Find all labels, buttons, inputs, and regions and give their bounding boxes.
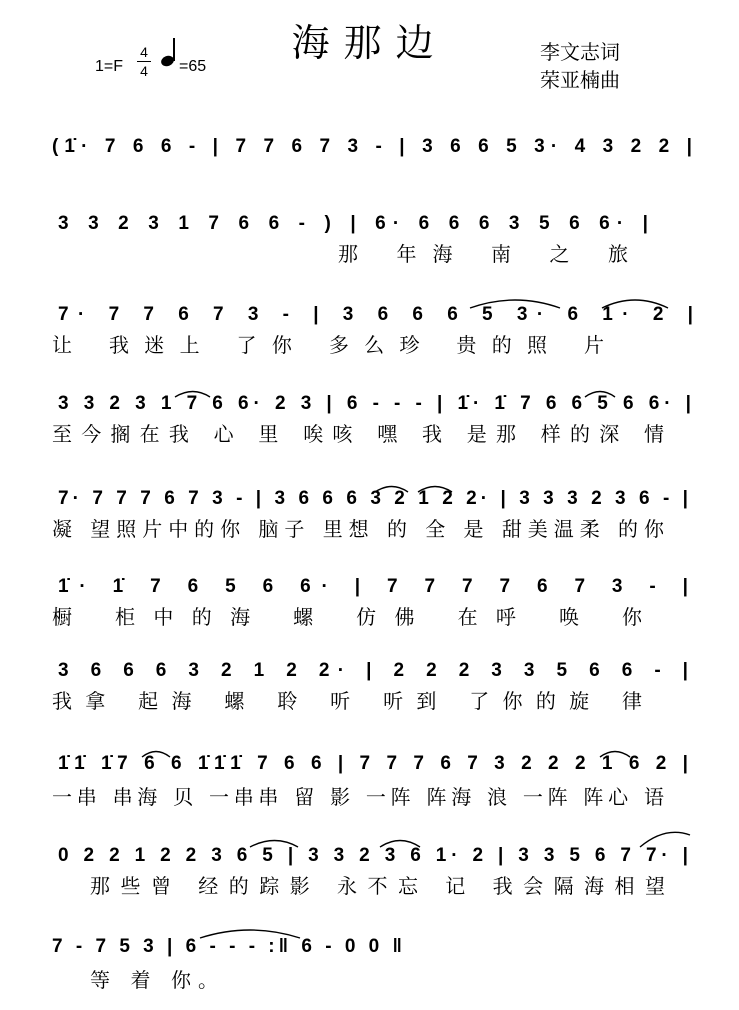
lyrics-row-10: 等 着 你。 bbox=[90, 968, 218, 992]
notation-row-2: 3 3 2 3 1 7 6 6 - ) | 6· 6 6 6 3 5 6 6· | bbox=[58, 213, 648, 234]
tempo-marking: =65 bbox=[179, 58, 207, 75]
lyrics-row-4: 至今搁在我 心 里 唉咳 嘿 我 是那 样的深 情 bbox=[52, 422, 665, 446]
lyrics-row-9: 那些曾 经的踪影 永不忘 记 我会隔海相望 bbox=[90, 874, 665, 898]
notation-row-7: 3 6 6 6 3 2 1 2 2· | 2 2 2 3 3 5 6 6 - | bbox=[58, 660, 688, 681]
notation-row-5: 7· 7 7 7 6 7 3 - | 3 6 6 6 3 2 1 2 2· | 3 3 3 2 3 6 - | bbox=[58, 488, 689, 509]
notation-row-4: 3 3 2 3 1 7 6 6· 2 3 | 6 - - - | 1̇· 1̇ 7 6 6 5 6 6· | bbox=[58, 393, 692, 414]
lyrics-row-7: 我拿 起海 螺 聆 听 听到 了你的旋 律 bbox=[52, 689, 642, 713]
notation-row-9: 0 2 2 1 2 2 3 6 5 | 3 3 2 3 6 1· 2 | 3 3 5 6 7 7· | bbox=[58, 845, 689, 866]
notation-row-8: 1̇1̇ 1̇7 6 6 1̇1̇1̇ 7 6 6 | 7 7 7 6 7 3 2 2 2 1 6 2 | bbox=[58, 753, 688, 774]
lyrics-row-2: 那 年海 南 之 旅 bbox=[338, 242, 628, 266]
time-signature-bottom: 4 bbox=[140, 63, 148, 79]
notation-row-3: 7· 7 7 6 7 3 - | 3 6 6 6 5 3· 6 1· 2 | bbox=[58, 304, 694, 325]
key-signature: 1=F bbox=[95, 58, 124, 75]
time-signature-top: 4 bbox=[140, 44, 148, 60]
lyricist-credit: 李文志词 bbox=[540, 40, 620, 64]
notation-row-10: 7 - 7 5 3 | 6 - - - :‖ 6 - 0 0 ‖ bbox=[52, 936, 403, 957]
lyrics-row-5: 凝 望照片中的你 脑子 里想 的 全 是 甜美温柔 的你 bbox=[52, 517, 664, 541]
lyrics-row-3: 让 我迷上 了你 多么珍 贵的照 片 bbox=[52, 333, 604, 357]
lyrics-row-8: 一串 串海 贝 一串串 留 影 一阵 阵海 浪 一阵 阵心 语 bbox=[52, 785, 664, 809]
notation-row-1: (1̇· 7 6 6 - | 7 7 6 7 3 - | 3 6 6 5 3· 4 3 2 2 | bbox=[52, 136, 692, 157]
lyrics-row-6: 橱 柜中的海 螺 仿佛 在呼 唤 你 bbox=[52, 605, 642, 629]
notation-row-6: 1̇· 1̇ 7 6 5 6 6· | 7 7 7 7 6 7 3 - | bbox=[58, 576, 689, 597]
song-title: 海那边 bbox=[291, 21, 448, 65]
composer-credit: 荣亚楠曲 bbox=[540, 68, 620, 92]
